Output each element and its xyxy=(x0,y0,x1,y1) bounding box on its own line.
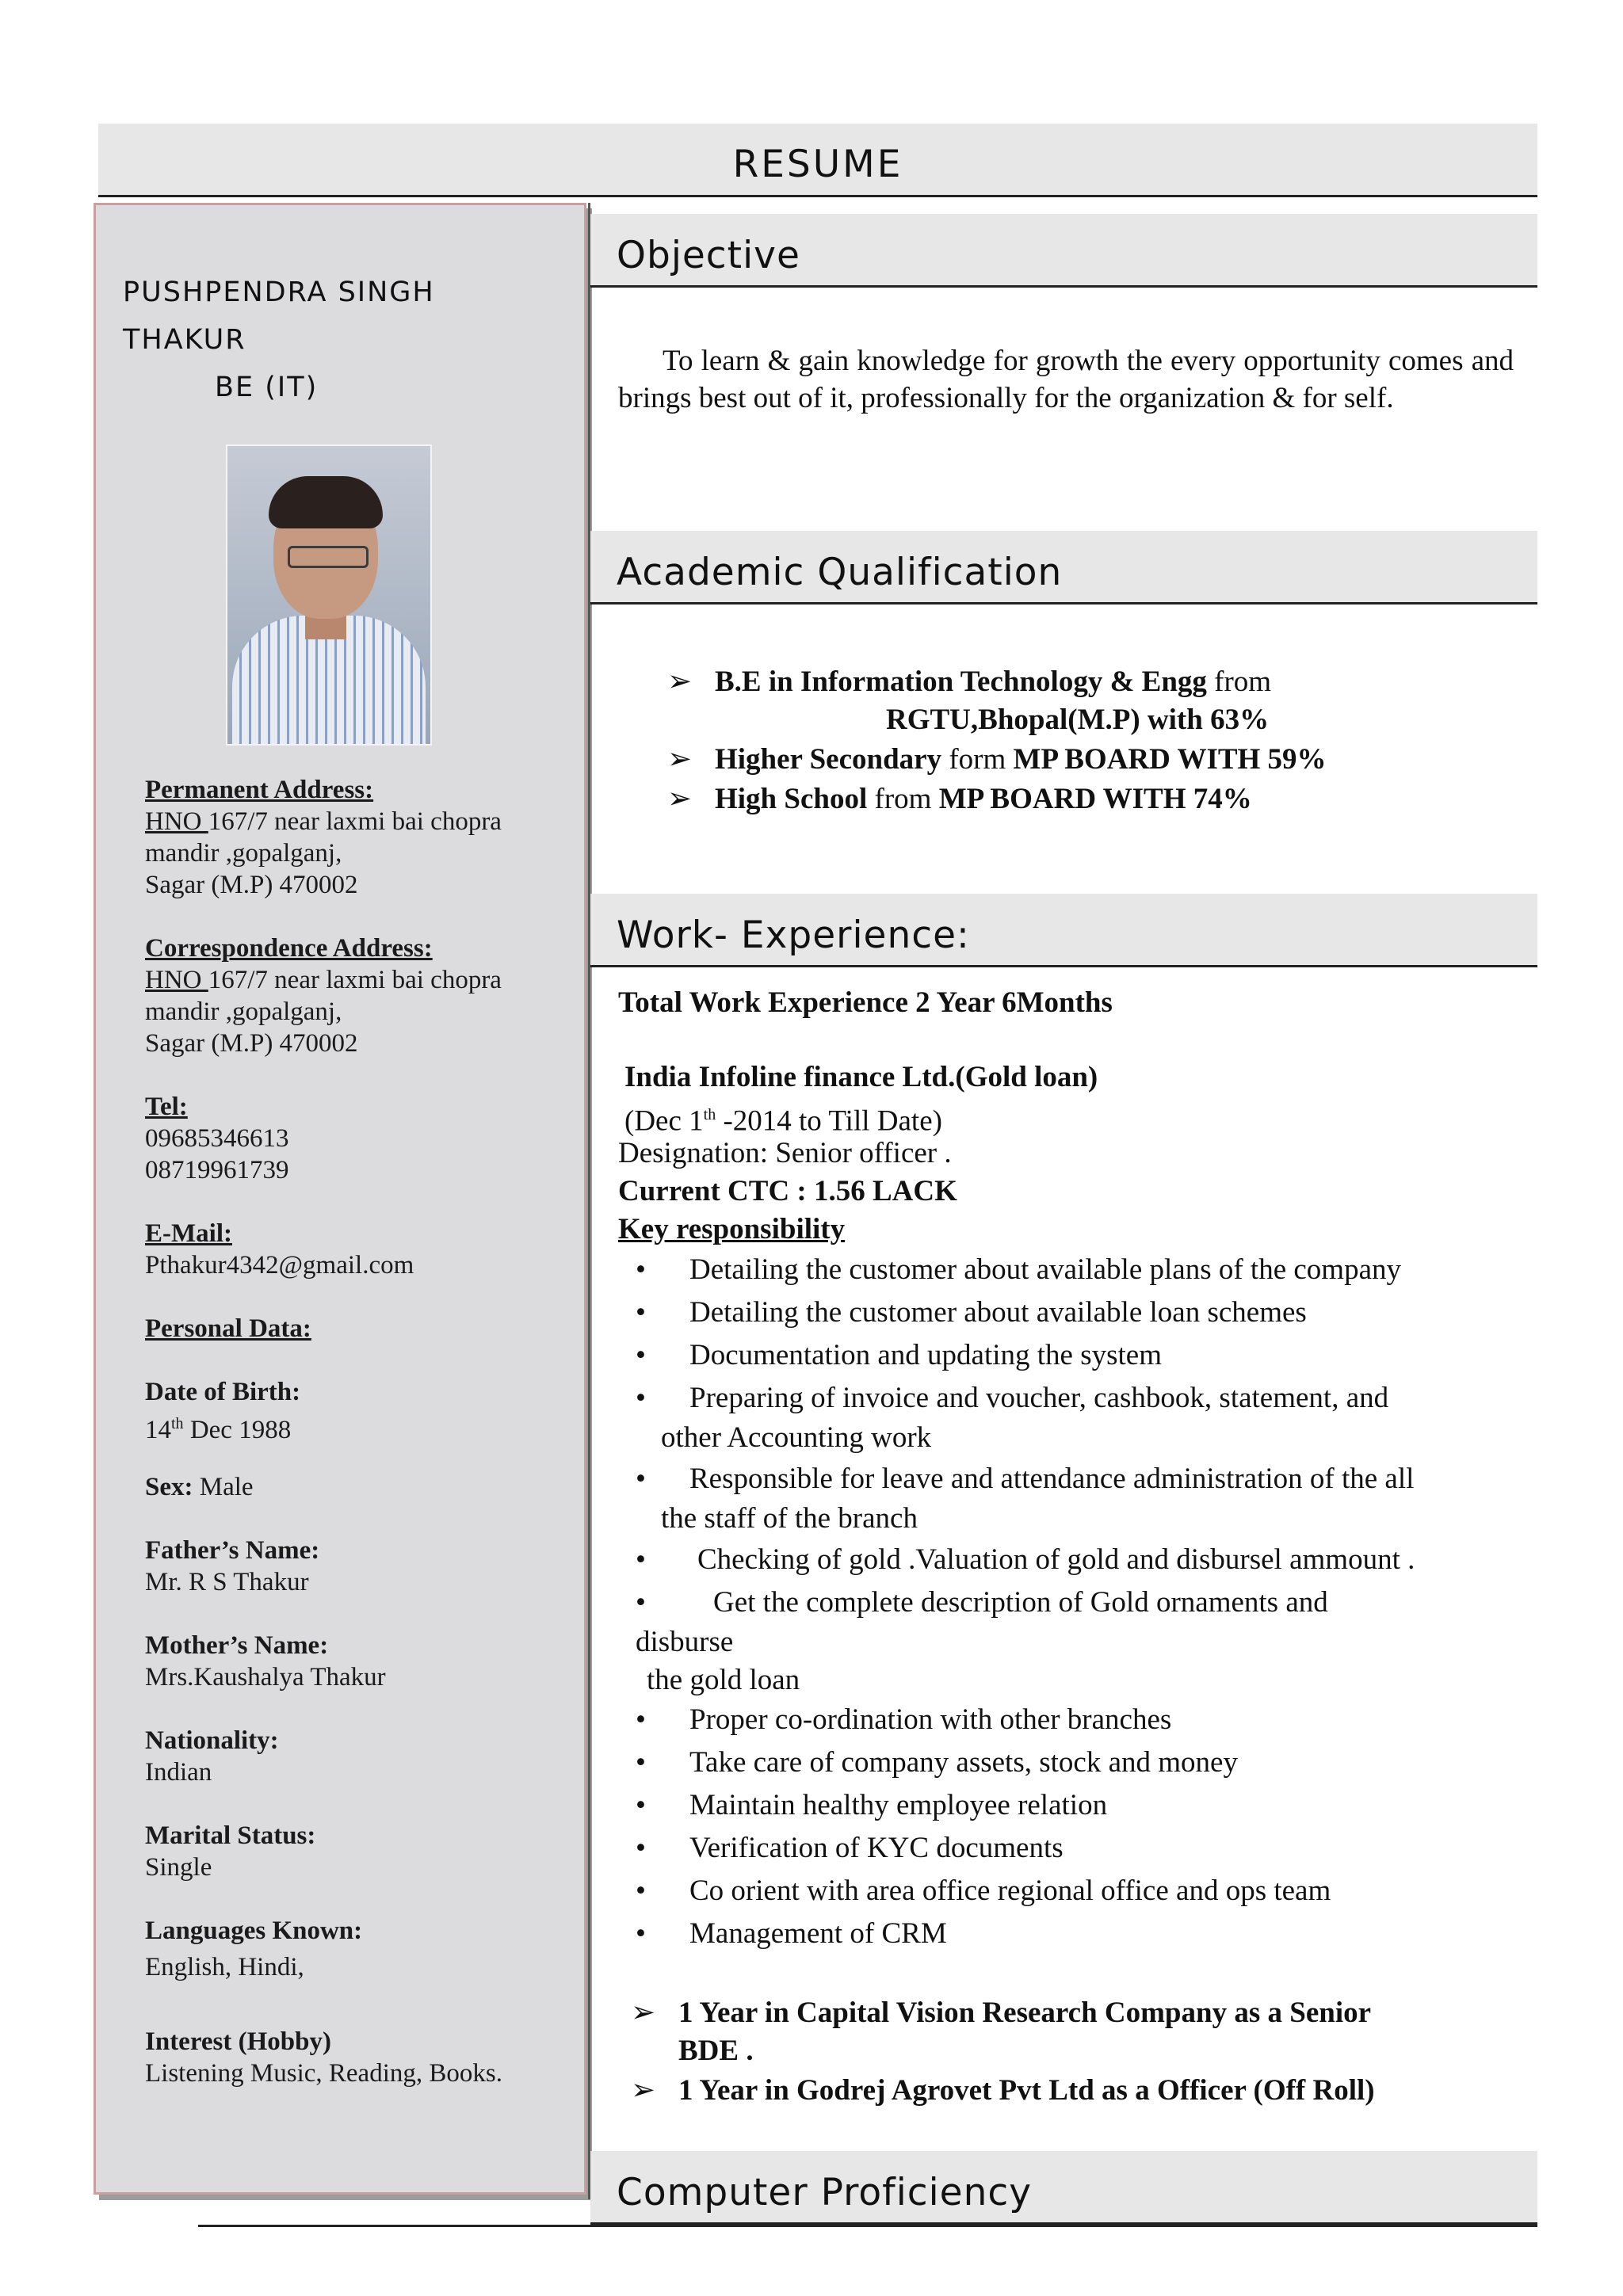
work-heading-text: Work- Experience: xyxy=(617,913,970,957)
marital-block xyxy=(145,1820,315,1883)
arrow-icon: ➢ xyxy=(631,2074,656,2107)
company-name: India Infoline finance Ltd.(Gold loan) xyxy=(624,1061,1098,1093)
list-item xyxy=(636,1581,1328,1624)
dob-rest: Dec 1988 xyxy=(183,1416,292,1444)
list-item-continued: the staff of the branch xyxy=(661,1502,918,1535)
resp-text: Verification of KYC documents xyxy=(689,1832,1064,1864)
dob-label: Date of Birth: xyxy=(145,1378,301,1406)
mother-value: Mrs.Kaushalya Thakur xyxy=(145,1663,386,1691)
hs-form: form xyxy=(941,743,1014,776)
father-label: Father’s Name: xyxy=(145,1536,320,1565)
academic-item-school xyxy=(667,780,1252,819)
list-item xyxy=(636,1827,1064,1870)
sex-value: Male xyxy=(193,1473,254,1501)
period-sup: th xyxy=(703,1106,716,1123)
marital-label: Marital Status: xyxy=(145,1821,316,1850)
title-band xyxy=(98,124,1537,197)
name-line1: PUSHPENDRA SINGH xyxy=(123,277,435,308)
list-item xyxy=(636,1870,1331,1913)
period-end: -2014 to Till Date) xyxy=(716,1104,942,1138)
degree: BE (IT) xyxy=(215,372,319,403)
bullet-icon: • xyxy=(636,1543,646,1576)
profile-photo xyxy=(226,444,432,746)
tel-1: 09685346613 xyxy=(145,1124,289,1153)
dob-day: 14 xyxy=(145,1416,171,1444)
correspondence-address-line2: mandir ,gopalganj, xyxy=(145,997,342,1026)
correspondence-address-line1: 167/7 near laxmi bai chopra xyxy=(208,966,502,994)
email-value: Pthakur4342@gmail.com xyxy=(145,1251,414,1280)
bullet-icon: • xyxy=(636,1463,646,1495)
list-item xyxy=(636,1913,947,1955)
correspondence-address-label: Correspondence Address: xyxy=(145,934,433,963)
arrow-icon: ➢ xyxy=(667,666,693,698)
list-item xyxy=(636,1377,1388,1420)
prev-job-2-text: 1 Year in Godrej Agrovet Pvt Ltd as a Officer (Off Roll) xyxy=(678,2074,1375,2107)
computer-heading-text: Computer Proficiency xyxy=(617,2171,1033,2214)
interest-block xyxy=(145,2026,502,2089)
bullet-icon: • xyxy=(636,1296,646,1329)
list-item xyxy=(636,1741,1238,1784)
mother-label: Mother’s Name: xyxy=(145,1631,329,1660)
personal-data-label xyxy=(145,1313,311,1344)
company-period xyxy=(624,1097,1520,1139)
permanent-address-line3: Sagar (M.P) 470002 xyxy=(145,871,358,899)
resp-text: Documentation and updating the system xyxy=(689,1339,1162,1371)
computer-heading xyxy=(590,2151,1537,2225)
objective-heading xyxy=(590,214,1537,288)
resp-text: Management of CRM xyxy=(689,1917,947,1950)
permanent-address-label: Permanent Address: xyxy=(145,776,374,804)
be-from: from xyxy=(1206,666,1272,698)
permanent-address-line2: mandir ,gopalganj, xyxy=(145,839,342,868)
marital-value: Single xyxy=(145,1853,212,1882)
arrow-icon: ➢ xyxy=(667,783,693,815)
resp-text: Get the complete description of Gold ornaments and xyxy=(713,1586,1328,1619)
resp-text: Preparing of invoice and voucher, cashbook, statement, and xyxy=(689,1382,1389,1414)
name-line2: THAKUR xyxy=(123,324,246,356)
previous-job-1 xyxy=(631,1993,1371,2033)
sex-block xyxy=(145,1471,254,1503)
current-ctc: Current CTC : 1.56 LACK xyxy=(618,1175,957,1207)
bullet-icon: • xyxy=(636,1832,646,1864)
list-item xyxy=(636,1699,1171,1741)
school-from: from xyxy=(867,783,939,815)
bullet-icon: • xyxy=(636,1746,646,1779)
interest-value: Listening Music, Reading, Books. xyxy=(145,2059,502,2088)
previous-job-2 xyxy=(631,2071,1375,2111)
school-label: High School xyxy=(715,783,868,815)
bullet-icon: • xyxy=(636,1586,646,1619)
interest-label: Interest (Hobby) xyxy=(145,2027,331,2056)
permanent-address xyxy=(145,774,502,901)
father-block xyxy=(145,1535,319,1598)
email-label: E-Mail: xyxy=(145,1219,232,1248)
arrow-icon: ➢ xyxy=(631,1997,656,2029)
work-heading xyxy=(590,894,1537,967)
prev-job-1-text: 1 Year in Capital Vision Research Company as a Senior xyxy=(678,1997,1372,2029)
permanent-address-line1: 167/7 near laxmi bai chopra xyxy=(208,807,502,836)
list-item xyxy=(636,1539,1415,1581)
objective-heading-text: Objective xyxy=(617,234,800,277)
languages-value: English, Hindi, xyxy=(145,1953,304,1981)
dob-value xyxy=(145,1408,300,1446)
nationality-value: Indian xyxy=(145,1758,212,1787)
resp-text: Detailing the customer about available plans of the company xyxy=(689,1253,1401,1286)
languages-label: Languages Known: xyxy=(145,1917,363,1945)
father-value: Mr. R S Thakur xyxy=(145,1568,309,1596)
period-start: (Dec 1 xyxy=(624,1104,704,1138)
school-board: MP BOARD WITH 74% xyxy=(938,783,1252,815)
nationality-label: Nationality: xyxy=(145,1726,279,1755)
hs-board: MP BOARD WITH 59% xyxy=(1013,743,1327,776)
tel-label: Tel: xyxy=(145,1093,188,1121)
academic-heading xyxy=(590,531,1537,605)
dob-sup: th xyxy=(171,1415,184,1432)
list-item-continued: disburse xyxy=(636,1626,734,1658)
bottom-rule xyxy=(198,2225,1537,2227)
be-university: RGTU,Bhopal(M.P) with 63% xyxy=(886,704,1270,736)
bullet-icon: • xyxy=(636,1339,646,1371)
languages-block xyxy=(145,1915,362,1983)
resp-text: Take care of company assets, stock and money xyxy=(689,1746,1238,1779)
resp-text: Responsible for leave and attendance administration of the all xyxy=(689,1463,1415,1495)
correspondence-address-line3: Sagar (M.P) 470002 xyxy=(145,1029,358,1058)
designation: Designation: Senior officer . xyxy=(618,1137,952,1169)
column-divider xyxy=(588,203,590,2199)
sex-label: Sex: xyxy=(145,1473,193,1501)
list-item xyxy=(636,1334,1162,1377)
correspondence-address xyxy=(145,933,502,1059)
bullet-icon: • xyxy=(636,1253,646,1286)
permanent-address-hno: HNO xyxy=(145,807,208,836)
candidate-name xyxy=(123,269,435,411)
correspondence-address-hno: HNO xyxy=(145,966,208,994)
previous-job-1-continued: BDE . xyxy=(678,2035,754,2067)
resp-text: Co orient with area office regional office and ops team xyxy=(689,1875,1331,1907)
academic-heading-text: Academic Qualification xyxy=(617,551,1063,594)
sidebar xyxy=(94,203,586,2195)
academic-item-be-university xyxy=(886,700,1269,740)
academic-item-be xyxy=(667,662,1271,702)
bullet-icon: • xyxy=(636,1875,646,1907)
list-item xyxy=(636,1249,1401,1291)
personal-data-heading: Personal Data: xyxy=(145,1314,311,1343)
list-item-continued: other Accounting work xyxy=(661,1421,932,1454)
nationality-block xyxy=(145,1725,279,1788)
bullet-icon: • xyxy=(636,1382,646,1414)
bullet-icon: • xyxy=(636,1703,646,1736)
list-item xyxy=(636,1291,1307,1334)
objective-text: To learn & gain knowledge for growth the every opportunity comes and brings best out of it, professionally for the organization & for self. xyxy=(618,345,1514,414)
bullet-icon: • xyxy=(636,1917,646,1950)
dob-block xyxy=(145,1376,300,1446)
arrow-icon: ➢ xyxy=(667,743,693,776)
resp-text: Detailing the customer about available loan schemes xyxy=(689,1296,1307,1329)
academic-item-hs xyxy=(667,740,1327,780)
be-degree: B.E in Information Technology & Engg xyxy=(715,666,1207,698)
bullet-icon: • xyxy=(636,1789,646,1821)
list-item xyxy=(636,1458,1414,1501)
mother-block xyxy=(145,1630,386,1693)
list-item xyxy=(636,1784,1107,1827)
email-block xyxy=(145,1218,414,1281)
telephone xyxy=(145,1091,289,1186)
hs-label: Higher Secondary xyxy=(715,743,942,776)
resp-text: Proper co-ordination with other branches xyxy=(689,1703,1172,1736)
list-item-continued: the gold loan xyxy=(647,1664,800,1696)
resp-text: Checking of gold .Valuation of gold and disbursel ammount . xyxy=(697,1543,1415,1576)
key-responsibility-label: Key responsibility xyxy=(618,1213,846,1245)
resp-text: Maintain healthy employee relation xyxy=(689,1789,1108,1821)
page-title: RESUME xyxy=(732,143,903,186)
total-experience: Total Work Experience 2 Year 6Months xyxy=(618,986,1113,1019)
tel-2: 08719961739 xyxy=(145,1156,289,1184)
